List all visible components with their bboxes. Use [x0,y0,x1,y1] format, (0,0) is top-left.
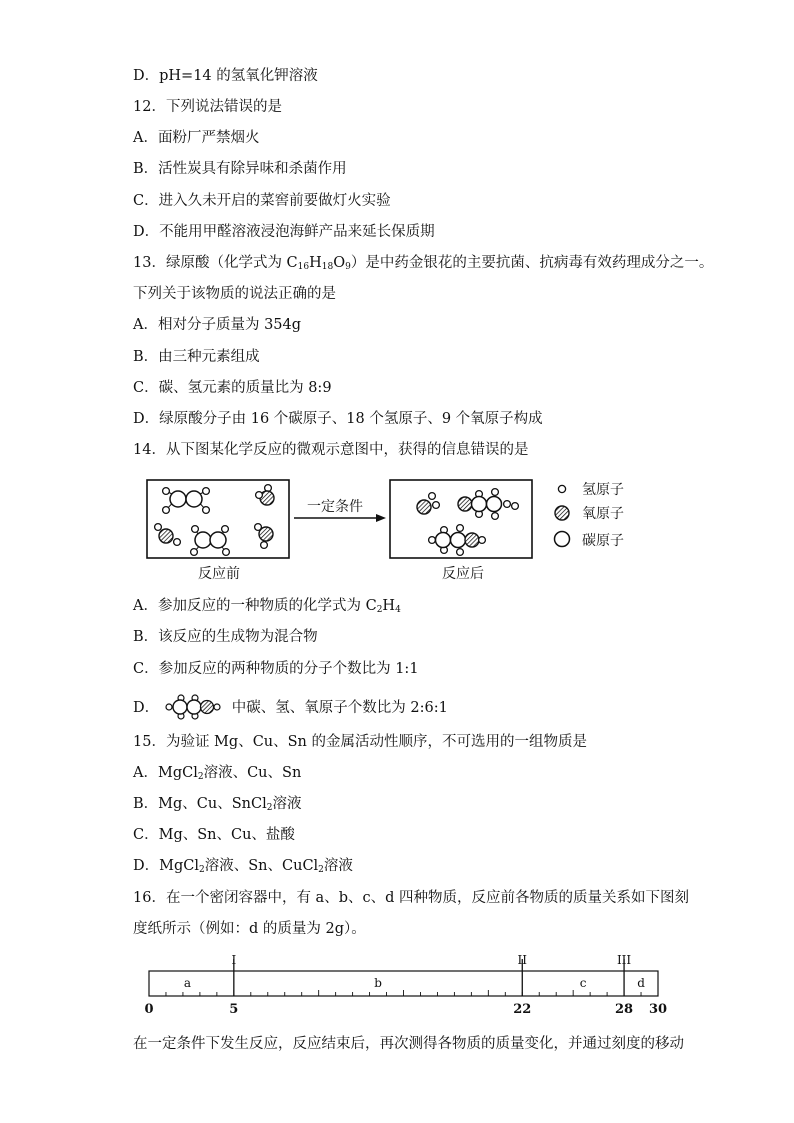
segment-label-a: a [183,976,191,990]
oxygen-legend-icon [555,506,569,520]
question-13-cont: 下列关于该物质的说法正确的是 [133,286,336,302]
after-label: 反应后 [442,566,484,582]
q13-option-b: B．由三种元素组成 [133,349,260,365]
tick-number-0: 0 [144,1002,154,1017]
before-label: 反应前 [198,566,240,582]
q12-option-d: D．不能用甲醛溶液浸泡海鲜产品来延长保质期 [133,224,435,240]
segment-label-c: c [579,976,587,990]
q15-option-c: C．Mg、Sn、Cu、盐酸 [133,827,295,843]
q15-option-a: A．MgCl$_2$溶液、Cu、Sn [133,765,302,782]
option-12-d-prev: D．pH=14 的氢氧化钾溶液 [133,68,318,84]
marker-ii: II [517,953,528,967]
hydrogen-legend-icon [558,485,565,492]
tick-number-5: 5 [229,1002,239,1017]
legend-carbon: 碳原子 [582,533,624,549]
q15-option-d: D．MgCl$_2$溶液、Sn、CuCl$_2$溶液 [133,858,353,875]
segment-label-d: d [637,976,645,990]
q12-option-a: A．面粉厂严禁烟火 [133,130,260,146]
q14-option-b: B．该反应的生成物为混合物 [133,629,318,645]
q13-option-c: C．碳、氢元素的质量比为 8:9 [133,380,332,396]
tick-number-28: 28 [615,1002,634,1017]
q14-option-c: C．参加反应的两种物质的分子个数比为 1:1 [133,661,419,677]
question-14: 14．从下图某化学反应的微观示意图中，获得的信息错误的是 [133,442,529,458]
q14-option-d: D． 中碳、氢、氧原子个数比为 2:6:1 [133,694,448,720]
tick-number-30: 30 [648,1002,668,1017]
q13-option-d: D．绿原酸分子由 16 个碳原子、18 个氢原子、9 个氧原子构成 [133,411,543,427]
segment-label-b: b [374,976,382,990]
q13-option-a: A．相对分子质量为 354g [133,317,302,333]
question-13: 13．绿原酸（化学式为 $C_{16}H_{18}O_9$）是中药金银花的主要抗菌、抗病毒有效药理成分之一。 [133,255,714,272]
question-16-cont: 度纸所示（例如：d 的质量为 2g）。 [133,921,366,937]
marker-i: I [231,953,237,967]
question-12: 12．下列说法错误的是 [133,99,282,115]
q12-option-b: B．活性炭具有除异味和杀菌作用 [133,161,347,177]
arrow-icon [376,514,386,522]
question-16-cont-2: 在一定条件下发生反应，反应结束后，再次测得各物质的质量变化，并通过刻度的移动 [133,1036,684,1052]
q14-option-a: A．参加反应的一种物质的化学式为 $C_2H_4$ [133,598,401,615]
mass-ruler [140,952,670,1018]
question-16: 16．在一个密闭容器中，有 a、b、c、d 四种物质，反应前各物质的质量关系如下图刻 [133,890,689,906]
q12-option-c: C．进入久未开启的菜窖前要做灯火实验 [133,193,391,209]
tick-number-22: 22 [513,1002,532,1017]
question-15: 15．为验证 Mg、Cu、Sn 的金属活动性顺序，不可选用的一组物质是 [133,734,588,750]
arrow-label: 一定条件 [307,499,363,515]
legend-hydrogen: 氢原子 [582,482,624,498]
ethanol-inline-icon [164,694,232,720]
legend-oxygen: 氧原子 [582,506,624,522]
q15-option-b: B．Mg、Cu、SnCl$_2$溶液 [133,796,302,813]
reaction-diagram [140,472,660,584]
marker-iii: III [616,953,632,967]
carbon-legend-icon [555,532,570,547]
